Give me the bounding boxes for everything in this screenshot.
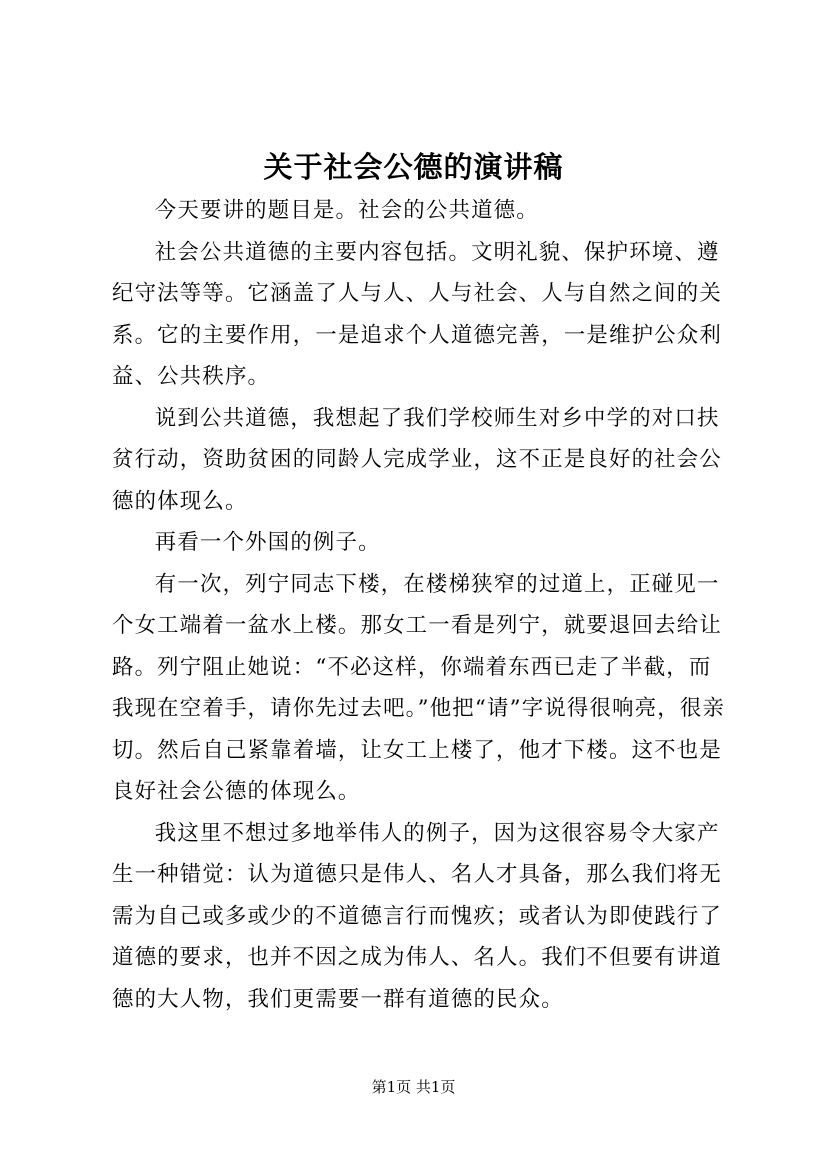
paragraph-school-example: 说到公共道德，我想起了我们学校师生对乡中学的对口扶贫行动，资助贫困的同龄人完成学业，这不正是良好的社会公德的体现么。	[112, 405, 722, 514]
paragraph-conclusion: 我这里不想过多地举伟人的例子，因为这很容易令大家产生一种错觉：认为道德只是伟人、名人才具备，那么我们将无需为自己或多或少的不道德言行而愧疚；或者认为即使践行了道德的要求，也并不因之成为伟人、名人。我们不但要有讲道德的大人物，我们更需要一群有道德的民众。	[112, 820, 722, 1012]
document-title: 关于社会公德的演讲稿	[263, 150, 564, 184]
paragraph-foreign-intro: 再看一个外国的例子。	[154, 530, 381, 555]
paragraph-lenin-story: 有一次，列宁同志下楼，在楼梯狭窄的过道上，正碰见一个女工端着一盆水上楼。那女工一看是列宁，就要退回去给让路。列宁阻止她说：“不必这样，你端着东西已走了半截，而我现在空着手，请你先过去吧。”他把“请”字说得很响亮，很亲切。然后自己紧靠着墙，让女工上楼了，他才下楼。这不也是良好社会公德的体现么。	[112, 571, 726, 804]
page-footer: 第1页 共1页	[371, 1078, 456, 1096]
paragraph-topic: 今天要讲的题目是。社会的公共道德。	[154, 198, 539, 223]
document-body	[112, 190, 728, 1020]
paragraph-definition: 社会公共道德的主要内容包括。文明礼貌、保护环境、遵纪守法等等。它涵盖了人与人、人与社会、人与自然之间的关系。它的主要作用，一是追求个人道德完善，一是维护公众利益、公共秩序。	[112, 239, 722, 389]
